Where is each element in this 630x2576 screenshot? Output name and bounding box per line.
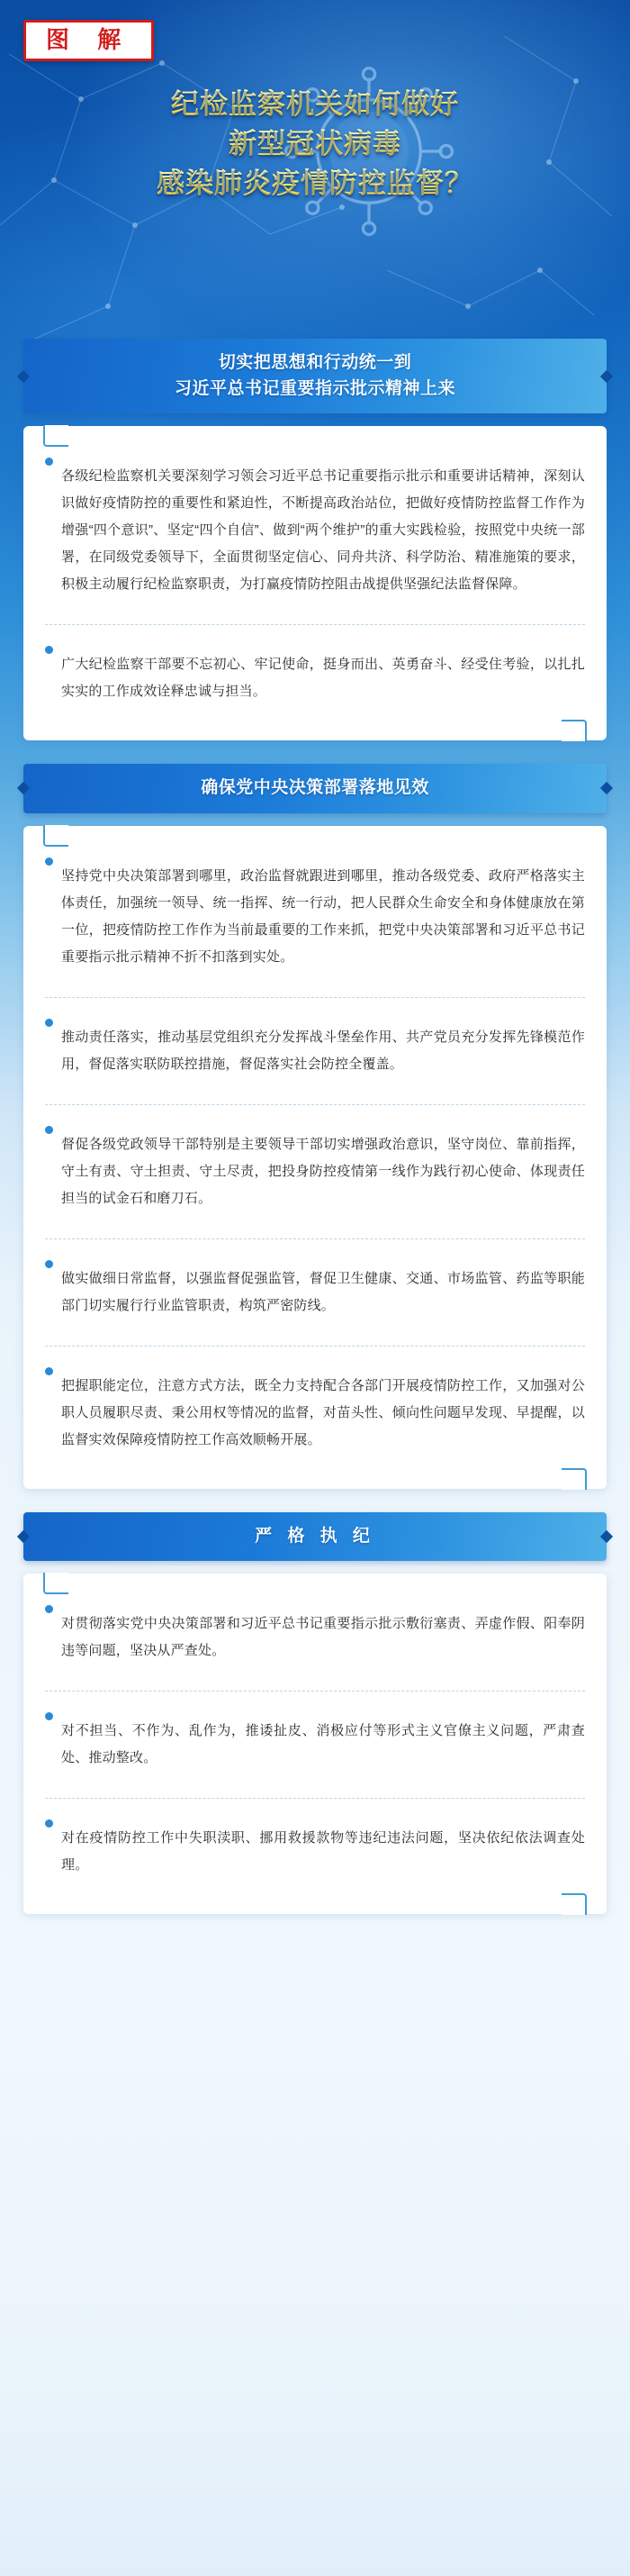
section-2-banner [23,764,607,813]
paragraph [45,1359,585,1467]
hero-title-line-3: 感染肺炎疫情防控监督？ [18,164,612,204]
section-1-banner-line-1: 切实把思想和行动统一到 [218,353,412,373]
paragraph-text: 对贯彻落实党中央决策部署和习近平总书记重要指示批示敷衍塞责、弄虚作假、阳奉阴违等问题，坚决从严查处。 [61,1616,585,1659]
paragraph-text: 推动责任落实，推动基层党组织充分发挥战斗堡垒作用、共产党员充分发挥先锋模范作用，督促落实联防联控措施，督促落实社会防控全覆盖。 [61,1029,585,1072]
paragraph [45,849,585,998]
bullet-icon [45,1019,53,1027]
sections-container [0,339,630,1982]
paragraph [45,1597,585,1692]
paragraph-text: 各级纪检监察机关要深刻学习领会习近平总书记重要指示批示和重要讲话精神，深刻认识做好疫情防控的重要性和紧迫性，不断提高政治站位，把做好疫情防控监督工作作为增强“四个意识”、坚定“四个自信”、做到“两个维护”的重大实践检验，按照党中央统一部署，在同级党委领导下，全面贯彻坚定信心、同舟共济、科学防治、精准施策的要求，积极主动履行纪检监察职责，为打赢疫情防控阻击战提供坚强纪法监督保障。 [61,468,585,593]
section-3-card [23,1574,607,1914]
bullet-icon [45,1126,53,1134]
bullet-icon [45,1819,53,1828]
banner-corner-left-icon [17,782,30,794]
section-3 [23,1512,607,1915]
paragraph-text: 坚持党中央决策部署到哪里，政治监督就跟进到哪里，推动各级党委、政府严格落实主体责任，加强统一领导、统一指挥、统一行动，把人民群众生命安全和身体健康放在第一位，把疫情防控工作作为当前最重要的工作来抓，把党中央决策部署和习近平总书记重要指示批示精神不折不扣落到实处。 [61,867,585,965]
section-3-banner [23,1512,607,1562]
section-1 [23,339,607,740]
hero-title [0,85,630,204]
bullet-icon [45,458,53,466]
hero-title-line-1: 纪检监察机关如何做好 [18,85,612,124]
bullet-icon [45,1605,53,1613]
bullet-icon [45,646,53,654]
section-2-banner-line-1: 确保党中央决策部署落地见效 [201,778,429,798]
bullet-icon [45,1712,53,1720]
section-3-banner-line-1: 严 格 执 纪 [255,1526,375,1546]
paragraph [45,1252,585,1347]
bullet-icon [45,857,53,866]
paragraph-text: 把握职能定位，注意方式方法，既全力支持配合各部门开展疫情防控工作，又加强对公职人员履职尽责、秉公用权等情况的监督，对苗头性、倾向性问题早发现、早提醒，以监督实效保障疫情防控工作高效顺畅开展。 [61,1377,585,1447]
paragraph [45,638,585,719]
paragraph-text: 督促各级党政领导干部特别是主要领导干部切实增强政治意识，坚守岗位、靠前指挥，守土有责、守土担责、守土尽责，把投身防控疫情第一线作为践行初心使命、体现责任担当的试金石和磨刀石。 [61,1136,585,1206]
paragraph [45,1118,585,1239]
paragraph-text: 做实做细日常监督，以强监督促强监管，督促卫生健康、交通、市场监管、药监等职能部门切实履行行业监管职责，构筑严密防线。 [61,1270,585,1313]
bullet-icon [45,1367,53,1375]
paragraph [45,1011,585,1105]
badge-label: 图 解 [46,26,132,53]
banner-corner-right-icon [600,369,613,382]
banner-corner-left-icon [17,1530,30,1543]
paragraph-text: 广大纪检监察干部要不忘初心、牢记使命，挺身而出、英勇奋斗、经受住考验，以扎扎实实的工作成效诠释忠诚与担当。 [61,657,585,700]
section-2 [23,764,607,1489]
section-2-card [23,826,607,1489]
paragraph [45,1704,585,1799]
paragraph [45,1811,585,1892]
bullet-icon [45,1260,53,1268]
section-1-card [23,426,607,740]
section-1-banner [23,339,607,413]
paragraph-text: 对在疫情防控工作中失职渎职、挪用救援款物等违纪违法问题，坚决依纪依法调查处理。 [61,1830,585,1873]
hero-title-line-2: 新型冠状病毒 [18,124,612,164]
banner-corner-right-icon [600,782,613,794]
paragraph [45,449,585,625]
section-1-banner-line-2: 习近平总书记重要指示批示精神上来 [174,378,455,398]
banner-corner-left-icon [17,369,30,382]
paragraph-text: 对不担当、不作为、乱作为，推诿扯皮、消极应付等形式主义官僚主义问题，严肃查处、推动整改。 [61,1723,585,1766]
graphic-explainer-badge [23,20,154,61]
hero-spacer [0,204,630,339]
banner-corner-right-icon [600,1530,613,1543]
